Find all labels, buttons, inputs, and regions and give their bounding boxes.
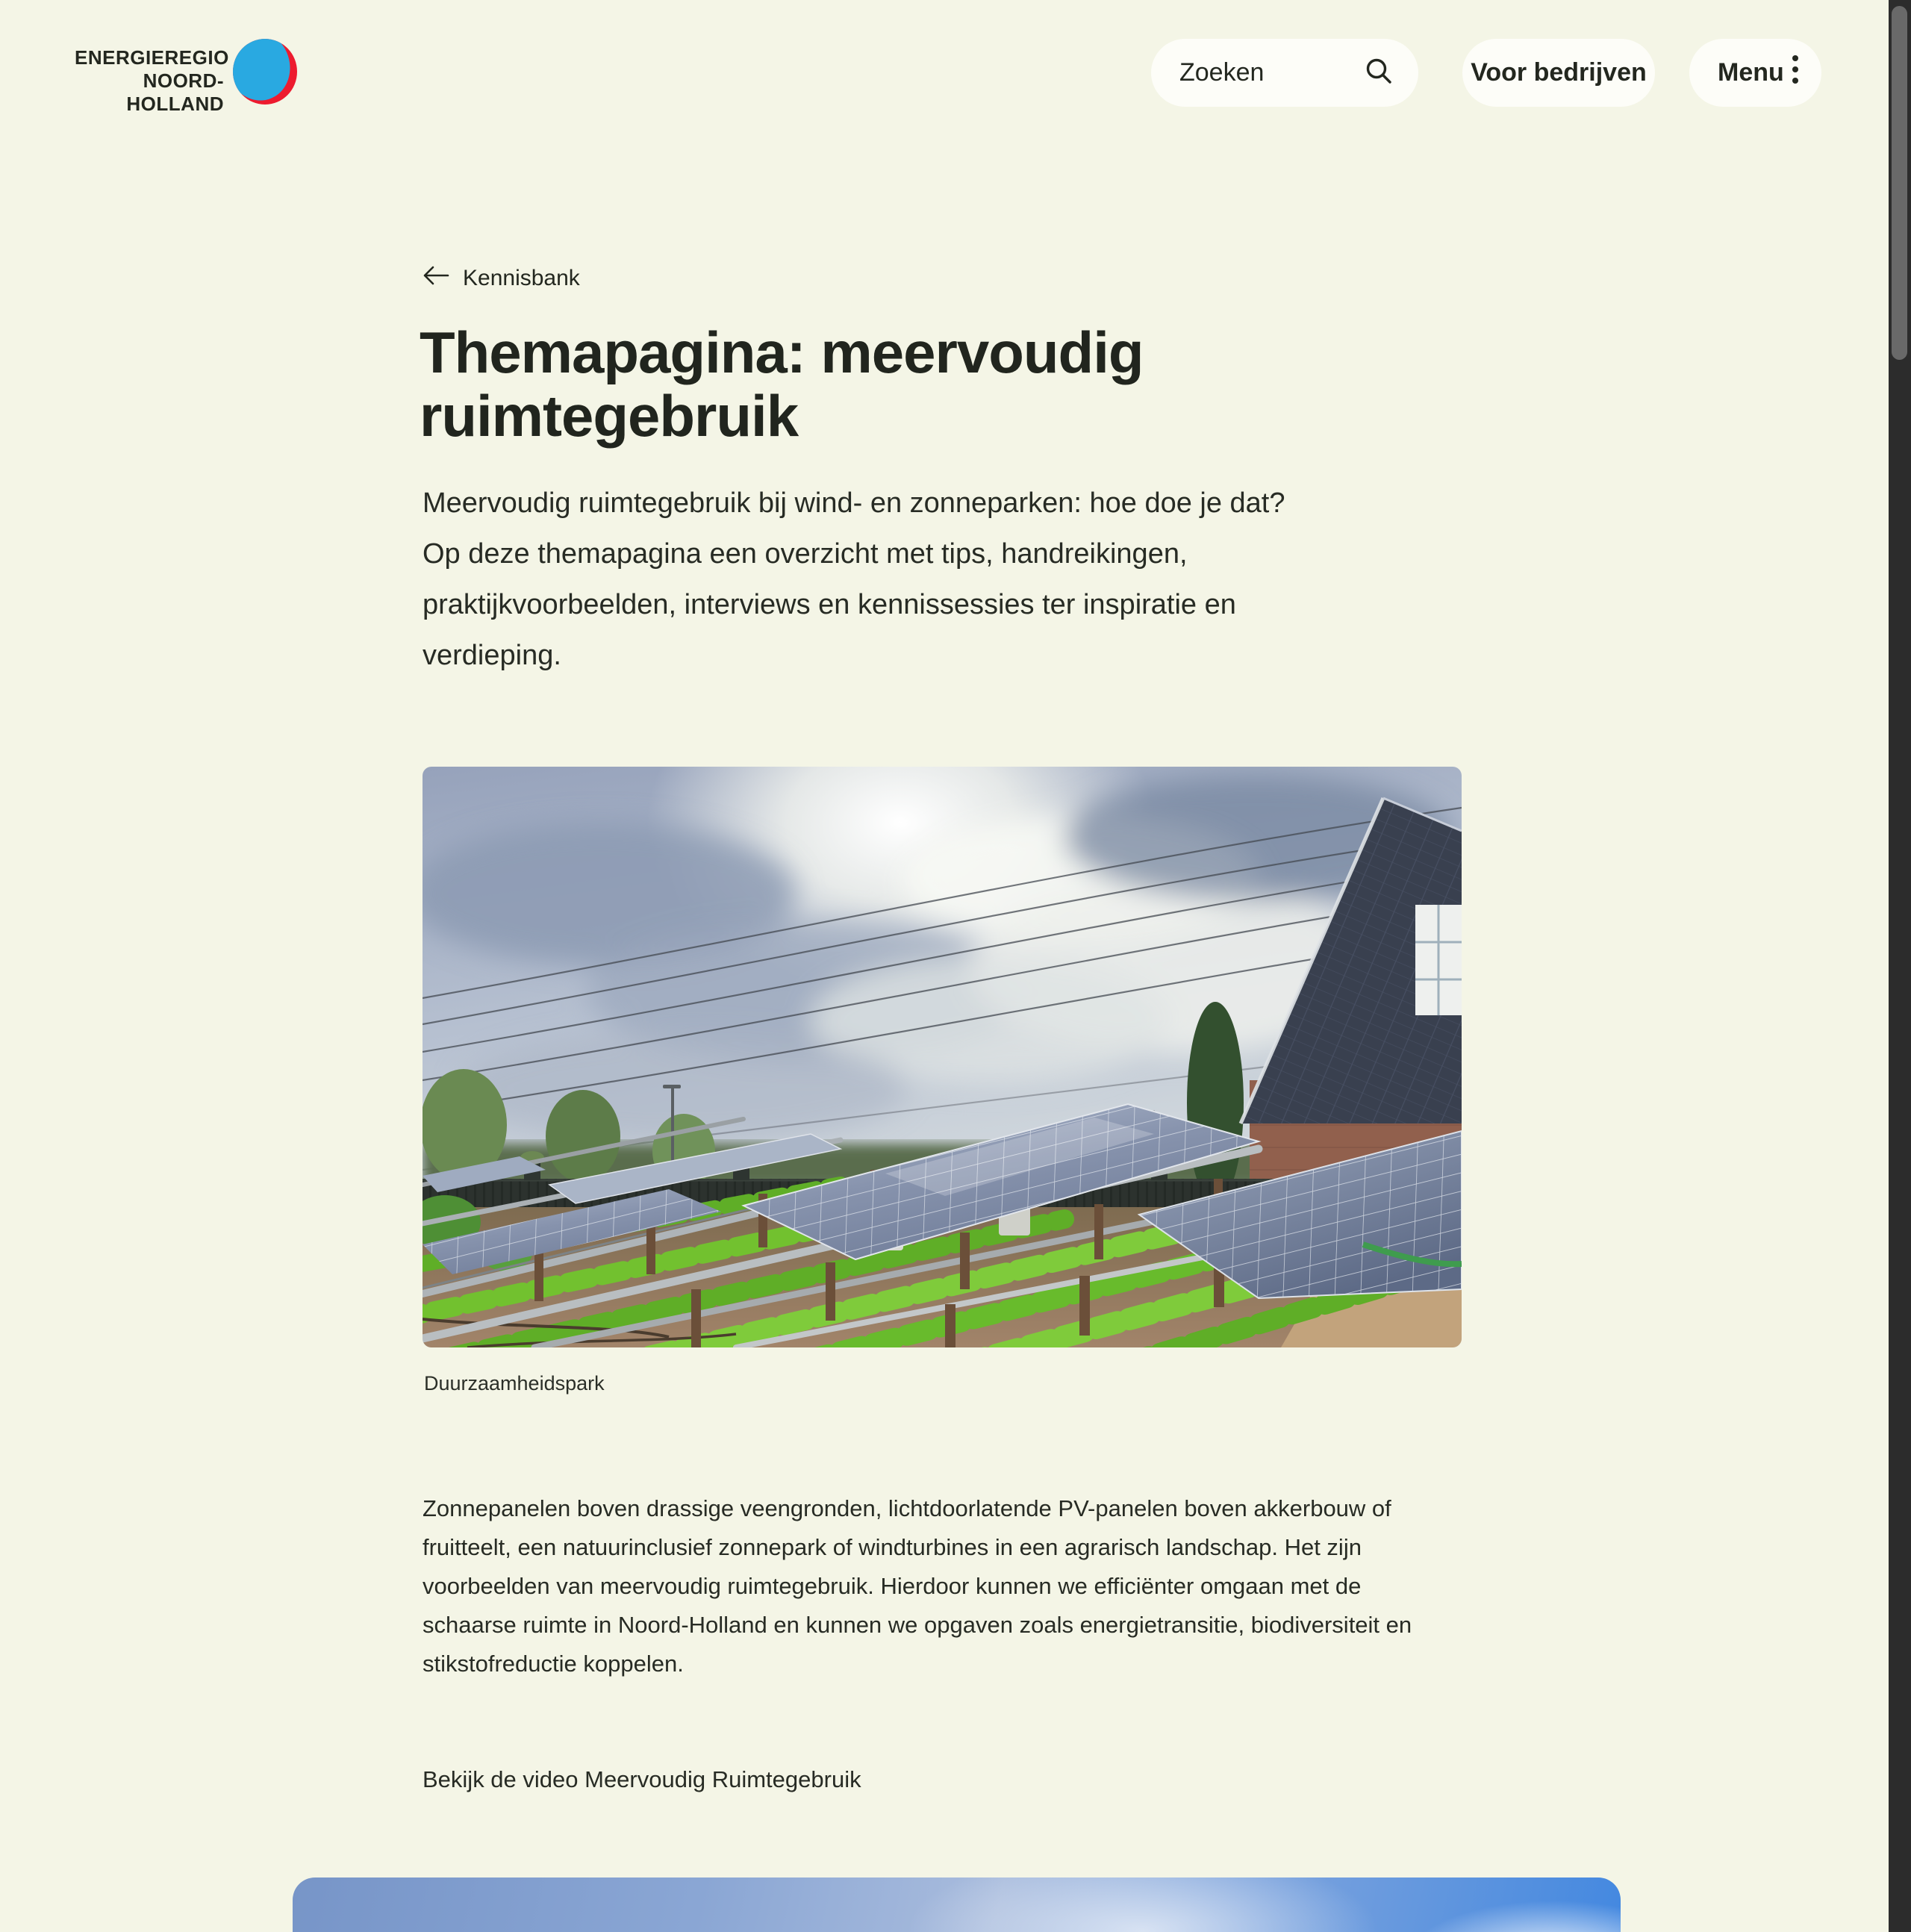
image-caption: Duurzaamheidspark: [424, 1372, 605, 1395]
menu-label: Menu: [1718, 58, 1784, 87]
breadcrumb-label: Kennisbank: [463, 266, 580, 290]
breadcrumb-back-link[interactable]: [423, 266, 580, 291]
for-businesses-button[interactable]: [1462, 39, 1655, 107]
site-logo-icon[interactable]: [233, 39, 297, 105]
search-label: Zoeken: [1179, 58, 1265, 87]
video-embed-thumbnail[interactable]: [293, 1878, 1621, 1932]
search-icon[interactable]: [1363, 55, 1394, 90]
for-businesses-label: Voor bedrijven: [1471, 58, 1647, 87]
scrollbar-track[interactable]: [1889, 0, 1911, 1932]
search-button[interactable]: [1151, 39, 1418, 107]
menu-button[interactable]: [1689, 39, 1821, 107]
logo-line-2: NOORD-HOLLAND: [126, 69, 224, 115]
page-title: Themapagina: meervoudig ruimtegebruik: [420, 320, 1144, 449]
video-lead-text: Bekijk de video Meervoudig Ruimtegebruik: [423, 1766, 861, 1792]
article-body: Zonnepanelen boven drassige veengronden, lichtdoorlatende PV-panelen boven akkerbouw of fruitteelt, een natuurinclusief zonnepark of windturbines in een agrarisch landschap. Het zijn voorbeelden van meervoudig ruimtegebruik. Hierdoor kunnen we efficiënter omgaan met de schaarse ruimte in Noord-Holland en kunnen we opgaven zoals energietransitie, biodiversiteit en stikstofreductie koppelen.: [423, 1495, 1412, 1677]
scrollbar-thumb[interactable]: [1892, 6, 1907, 360]
kebab-menu-icon: [1792, 53, 1799, 93]
article-image: [423, 767, 1462, 1347]
site-logo-text[interactable]: [75, 46, 229, 116]
logo-line-1: ENERGIEREGIO: [75, 46, 229, 69]
arrow-left-icon: [423, 266, 449, 291]
article-intro: Meervoudig ruimtegebruik bij wind- en zonneparken: hoe doe je dat? Op deze themapagina een overzicht met tips, handreikingen, praktijkvoorbeelden, interviews en kennissessies ter inspiratie en verdieping.: [423, 487, 1285, 671]
